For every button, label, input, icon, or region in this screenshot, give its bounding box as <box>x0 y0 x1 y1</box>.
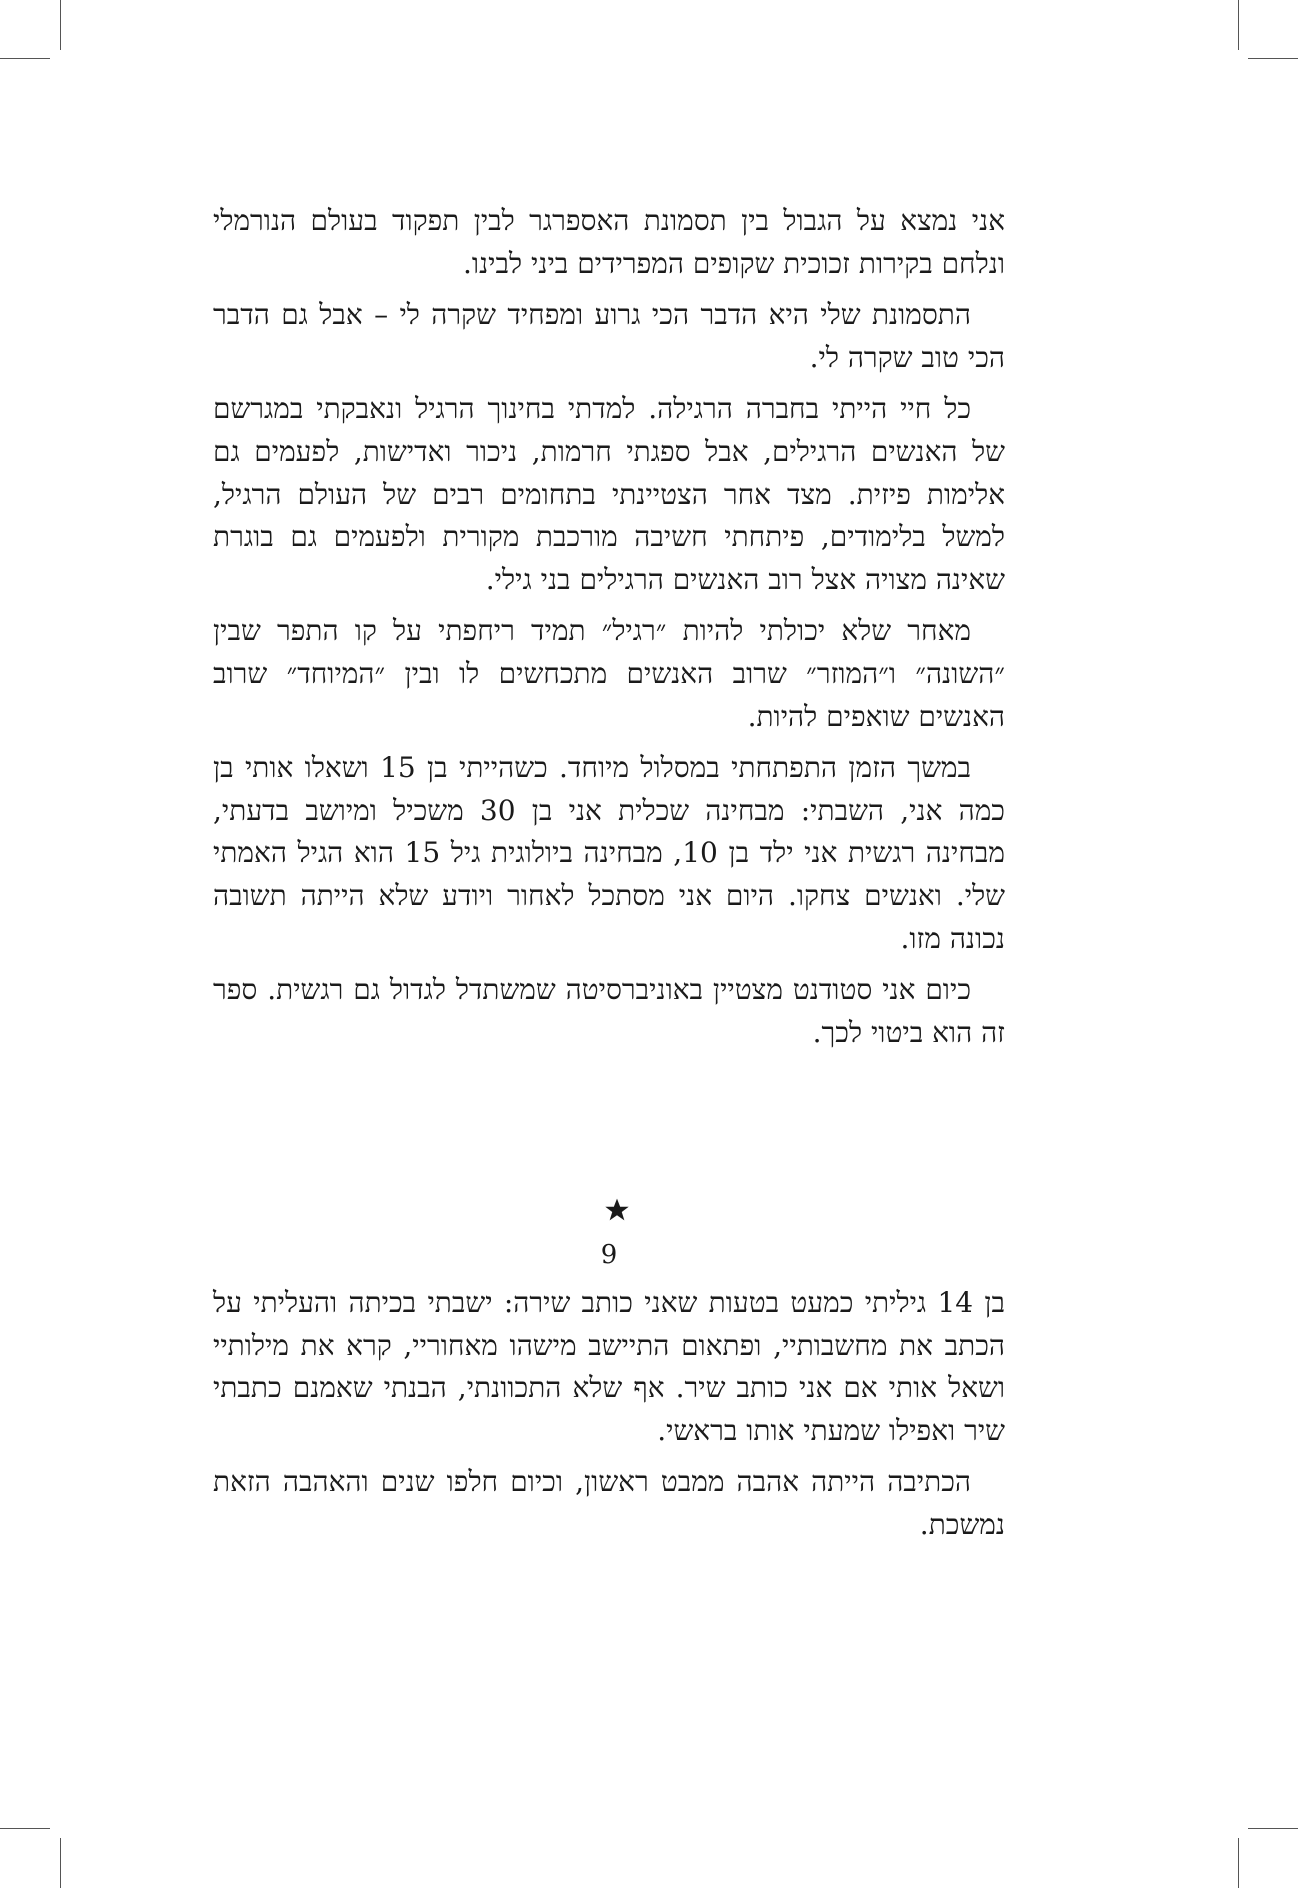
paragraph: אני נמצא על הגבול בין תסמונת האספרגר לבין תפקוד בעולם הנורמלי ונלחם בקירות זכוכית שקופים המפרידים ביני לבינו. <box>213 204 1005 280</box>
section-two <box>213 1282 1005 1556</box>
section-divider <box>603 1196 631 1224</box>
paragraph: התסמונת שלי היא הדבר הכי גרוע ומפחיד שקרה לי – אבל גם הדבר הכי טוב שקרה לי. <box>213 298 1005 374</box>
paragraph: מאחר שלא יכולתי להיות ״רגיל״ תמיד ריחפתי על קו התפר שבין ״השונה״ ו״המוזר״ שרוב האנשים מתכחשים לו ובין ״המיוחד״ שרוב האנשים שואפים להיות. <box>213 614 1005 733</box>
crop-mark-top-right <box>1238 0 1239 50</box>
paragraph: הכתיבה הייתה אהבה ממבט ראשון, וכיום חלפו שנים והאהבה הזאת נמשכת. <box>213 1465 1005 1541</box>
paragraph: כל חיי הייתי בחברה הרגילה. למדתי בחינוך הרגיל ונאבקתי במגרשם של האנשים הרגילים, אבל ספגתי חרמות, ניכור ואדישות, לפעמים גם אלימות פיזית. מצד אחר הצטיינתי בתחומים רבים של העולם הרגיל, למשל בלימודים, פיתחתי חשיבה מורכבת מקורית ולפעמים גם בוגרת שאינה מצויה אצל רוב האנשים הרגילים בני גילי. <box>213 392 1005 596</box>
crop-mark-bottom-right <box>1238 1838 1239 1888</box>
star-icon <box>604 1197 630 1223</box>
paragraph: בן 14 גיליתי כמעט בטעות שאני כותב שירה: ישבתי בכיתה והעליתי על הכתב את מחשבותיי, ופתאום התיישב מישהו מאחוריי, קרא את מילותיי ושאל אותי אם אני כותב שיר. אף שלא התכוונתי, הבנתי שאמנם כתבתי שיר ואפילו שמעתי אותו בראשי. <box>213 1286 1005 1447</box>
crop-mark-top-left <box>60 0 61 50</box>
crop-mark-bottom-left <box>0 1828 50 1829</box>
section-one <box>213 200 1005 1063</box>
crop-mark-top-right <box>1248 58 1298 59</box>
crop-mark-bottom-right <box>1248 1828 1298 1829</box>
page-number: 9 <box>600 1240 618 1270</box>
crop-mark-bottom-left <box>60 1838 61 1888</box>
crop-mark-top-left <box>0 58 50 59</box>
paragraph: במשך הזמן התפתחתי במסלול מיוחד. כשהייתי בן 15 ושאלו אותי בן כמה אני, השבתי: מבחינה שכלית אני בן 30 משכיל ומיושב בדעתי, מבחינה רגשית אני ילד בן 10, מבחינה ביולוגית גיל 15 הוא הגיל האמתי שלי. ואנשים צחקו. היום אני מסתכל לאחור ויודע שלא הייתה תשובה נכונה מזו. <box>213 751 1005 955</box>
paragraph: כיום אני סטודנט מצטיין באוניברסיטה שמשתדל לגדול גם רגשית. ספר זה הוא ביטוי לכך. <box>213 973 1005 1049</box>
